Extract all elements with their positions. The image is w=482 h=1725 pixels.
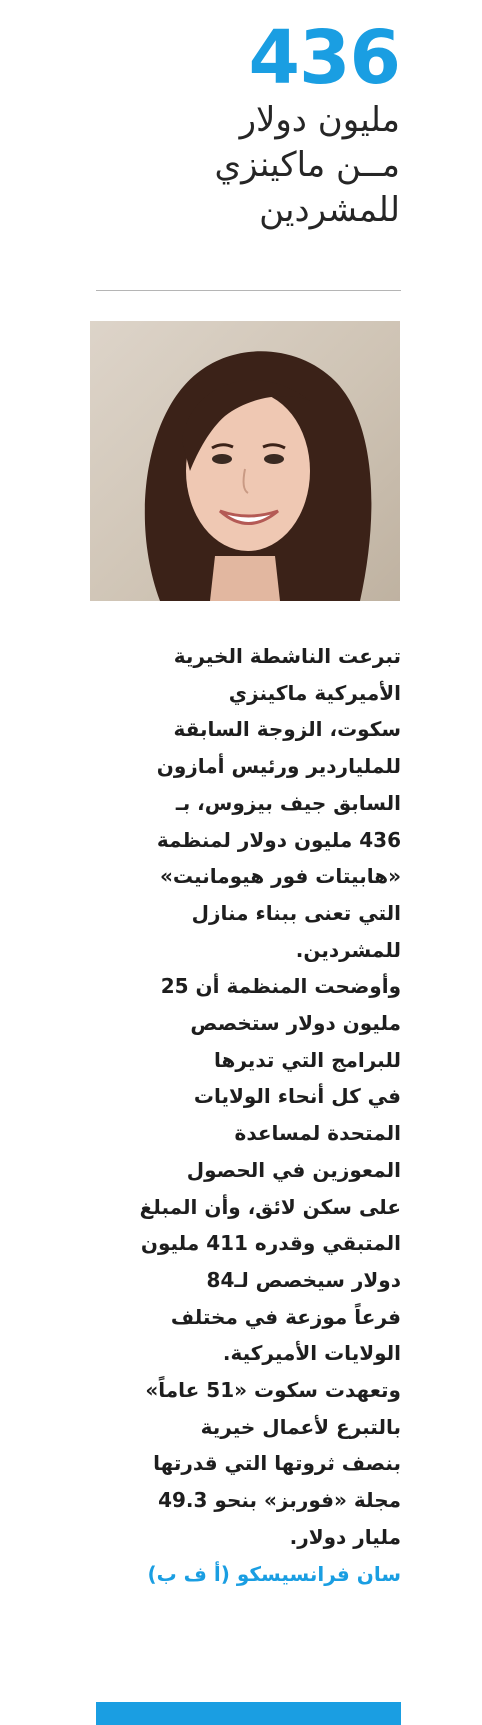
article-body [91, 638, 401, 1592]
headline-line-1: مليون دولار [239, 100, 400, 140]
article-paragraph-1: تبرعت الناشطة الخيرية الأميركية ماكينزي سكوت، الزوجة السابقة للملياردير ورئيس أمازون السابق جيف بيزوس، بـ 436 مليون دولار لمنظمة «هابيتات فور هيومانيت» التي تعنى ببناء منازل للمشردين. [156, 644, 401, 962]
headline-line-2: مــن ماكينزي [214, 145, 400, 185]
headline-line-3: للمشردين [259, 190, 400, 230]
headline-number: 436 [248, 15, 400, 101]
portrait-photo [90, 321, 400, 601]
portrait-illustration [90, 321, 400, 601]
headline-divider [96, 290, 401, 291]
article-paragraph-2: وأوضحت المنظمة أن 25 مليون دولار ستخصص للبرامج التي تديرها في كل أنحاء الولايات المتحدة لمساعدة المعوزين في الحصول على سكن لائق، وأن المبلغ المتبقي وقدره 411 مليون دولار سيخصص لـ84 فرعاً موزعة في مختلف الولايات الأميركية. [139, 974, 401, 1366]
article-byline: سان فرانسيسكو (أ ف ب) [147, 1561, 401, 1586]
article-paragraph-3: وتعهدت سكوت «51 عاماً» بالتبرع لأعمال خيرية بنصف ثروتها التي قدرتها مجلة «فوربز» بنحو 49.3 مليار دولار. [145, 1378, 401, 1549]
footer-accent-bar [96, 1702, 401, 1725]
headline-block [80, 15, 400, 233]
